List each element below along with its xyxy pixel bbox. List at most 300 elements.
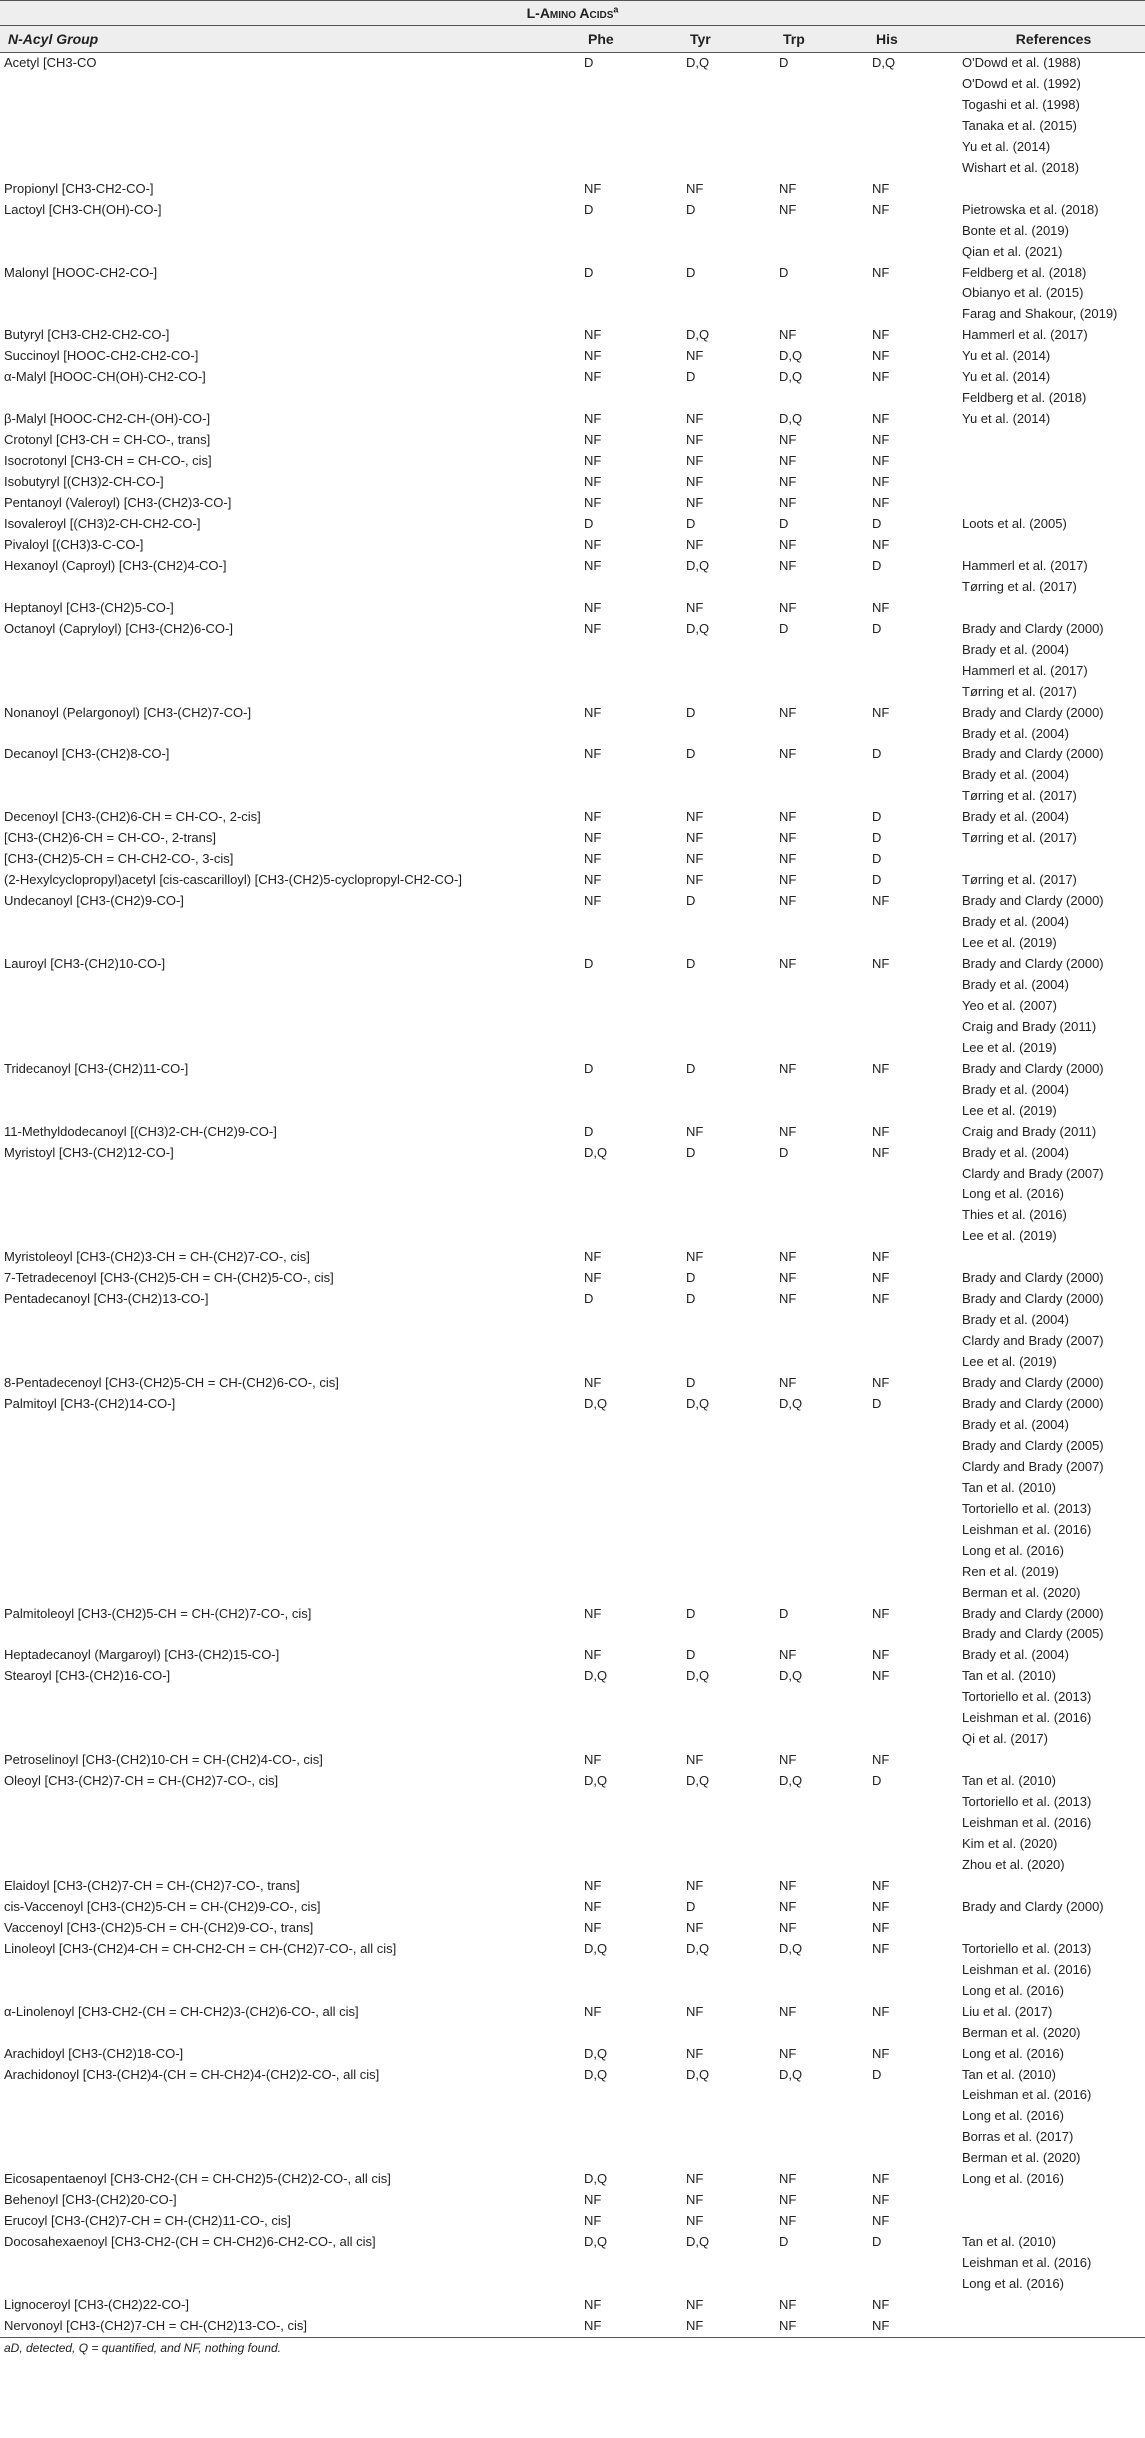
tyr-cell: NF xyxy=(686,872,704,888)
his-cell: NF xyxy=(872,2045,890,2061)
trp-cell: D,Q xyxy=(779,1396,803,1411)
reference-item: Brady et al. (2004) xyxy=(962,976,1069,992)
references-cell xyxy=(958,200,1145,263)
references-cell xyxy=(958,1373,1145,1394)
his-cell: NF xyxy=(872,536,890,552)
phe-cell: NF xyxy=(584,536,602,552)
trp-cell: NF xyxy=(779,851,797,867)
references-cell xyxy=(958,409,1145,430)
table-row xyxy=(0,1939,1145,2002)
his-cell: NF xyxy=(872,1919,890,1935)
references-cell xyxy=(958,954,1145,1059)
references-cell xyxy=(958,598,1145,619)
col-header-tyr: Tyr xyxy=(682,26,775,53)
his-cell: NF xyxy=(872,1060,890,1076)
tyr-cell: D xyxy=(686,264,696,280)
trp-cell: D,Q xyxy=(779,1773,803,1789)
his-cell: D xyxy=(872,830,882,846)
table-row xyxy=(0,1750,1145,1771)
references-cell xyxy=(958,2169,1145,2190)
references-cell xyxy=(958,472,1145,493)
his-cell: NF xyxy=(872,1940,890,1956)
reference-item: Brady et al. (2004) xyxy=(962,809,1069,825)
references-cell xyxy=(958,2211,1145,2232)
table-row xyxy=(0,1918,1145,1939)
tyr-cell: NF xyxy=(686,599,704,615)
table-row xyxy=(0,1268,1145,1289)
reference-item: Tortoriello et al. (2013) xyxy=(962,1940,1092,1956)
table-body xyxy=(0,53,1145,2338)
his-cell: NF xyxy=(872,180,890,196)
col-header-phe: Phe xyxy=(580,26,682,53)
reference-item: Leishman et al. (2016) xyxy=(962,1961,1092,1977)
reference-item: O'Dowd et al. (1992) xyxy=(962,75,1081,91)
trp-cell: NF xyxy=(779,474,797,490)
references-cell xyxy=(958,1939,1145,2002)
reference-item: Yu et al. (2014) xyxy=(962,348,1051,364)
col-header-acyl: N-Acyl Group xyxy=(0,26,580,53)
references-cell xyxy=(958,1645,1145,1666)
his-cell: NF xyxy=(872,2213,890,2229)
phe-cell: NF xyxy=(584,348,602,364)
trp-cell: NF xyxy=(779,327,797,343)
table-row xyxy=(0,891,1145,954)
trp-cell: NF xyxy=(779,1752,797,1768)
tyr-cell: NF xyxy=(686,2171,704,2187)
references-cell xyxy=(958,1143,1145,1248)
phe-cell: D xyxy=(584,201,594,217)
reference-item: Lee et al. (2019) xyxy=(962,935,1057,951)
tyr-cell: D xyxy=(686,893,696,909)
his-cell: NF xyxy=(872,453,890,469)
reference-item: Thies et al. (2016) xyxy=(962,1207,1067,1223)
acyl-group-cell: Stearoyl [CH3-(CH2)16-CO-] xyxy=(4,1668,171,1684)
phe-cell: NF xyxy=(584,327,602,343)
his-cell: D xyxy=(872,2066,882,2082)
tyr-cell: D xyxy=(686,515,696,531)
table-row xyxy=(0,179,1145,200)
table-row xyxy=(0,2065,1145,2170)
table-row xyxy=(0,2211,1145,2232)
acyl-group-cell: Petroselinoyl [CH3-(CH2)10-CH = CH-(CH2)4-CO-, cis] xyxy=(4,1752,323,1768)
trp-cell: NF xyxy=(779,872,797,888)
trp-cell: NF xyxy=(779,495,797,511)
trp-cell: NF xyxy=(779,2003,797,2019)
reference-item: Lee et al. (2019) xyxy=(962,1039,1057,1055)
reference-item: Loots et al. (2005) xyxy=(962,515,1067,531)
tyr-cell: D,Q xyxy=(686,327,710,343)
reference-item: Qi et al. (2017) xyxy=(962,1731,1048,1747)
his-cell: D xyxy=(872,557,882,573)
his-cell: NF xyxy=(872,1752,890,1768)
acyl-group-cell: β-Malyl [HOOC-CH2-CH-(OH)-CO-] xyxy=(4,411,211,427)
acyl-group-cell: Isovaleroyl [(CH3)2-CH-CH2-CO-] xyxy=(4,515,201,531)
phe-cell: NF xyxy=(584,1877,602,1893)
tyr-cell: NF xyxy=(686,348,704,364)
acyl-group-cell: α-Malyl [HOOC-CH(OH)-CH2-CO-] xyxy=(4,369,206,385)
tyr-cell: NF xyxy=(686,1877,704,1893)
phe-cell: D xyxy=(584,1060,594,1076)
reference-item: Tortoriello et al. (2013) xyxy=(962,1689,1092,1705)
trp-cell: NF xyxy=(779,704,797,720)
his-cell: D xyxy=(872,1773,882,1789)
references-cell xyxy=(958,53,1145,179)
reference-item: Yu et al. (2014) xyxy=(962,138,1051,154)
acyl-group-cell: Heptadecanoyl (Margaroyl) [CH3-(CH2)15-CO-] xyxy=(4,1647,280,1663)
table-row xyxy=(0,493,1145,514)
references-cell xyxy=(958,1604,1145,1646)
reference-item: Brady and Clardy (2000) xyxy=(962,620,1104,636)
phe-cell: NF xyxy=(584,432,602,448)
table-row xyxy=(0,367,1145,409)
phe-cell: D xyxy=(584,1291,594,1307)
reference-item: Tortoriello et al. (2013) xyxy=(962,1794,1092,1810)
reference-item: Tørring et al. (2017) xyxy=(962,788,1077,804)
reference-item: Tanaka et al. (2015) xyxy=(962,117,1077,133)
tyr-cell: NF xyxy=(686,1919,704,1935)
his-cell: NF xyxy=(872,955,890,971)
phe-cell: NF xyxy=(584,180,602,196)
trp-cell: D,Q xyxy=(779,411,803,427)
tyr-cell: D xyxy=(686,1375,696,1391)
reference-item: Brady et al. (2004) xyxy=(962,1144,1069,1160)
his-cell: D xyxy=(872,1396,882,1411)
references-cell xyxy=(958,451,1145,472)
tyr-cell: NF xyxy=(682,2316,775,2337)
acyl-group-cell: Decanoyl [CH3-(CH2)8-CO-] xyxy=(4,746,170,762)
reference-item: Liu et al. (2017) xyxy=(962,2003,1053,2019)
reference-item: Yu et al. (2014) xyxy=(962,411,1051,427)
reference-item: Berman et al. (2020) xyxy=(962,2024,1081,2040)
acyl-group-cell: Erucoyl [CH3-(CH2)7-CH = CH-(CH2)11-CO-, cis] xyxy=(4,2213,291,2229)
super-header-note: a xyxy=(613,4,619,15)
reference-item: Feldberg et al. (2018) xyxy=(962,264,1087,280)
references-cell xyxy=(958,430,1145,451)
reference-item: Qian et al. (2021) xyxy=(962,243,1063,259)
table-row xyxy=(0,828,1145,849)
reference-item: Tan et al. (2010) xyxy=(962,2234,1056,2250)
references-cell xyxy=(958,1897,1145,1918)
tyr-cell: D xyxy=(686,1060,696,1076)
references-cell xyxy=(958,619,1145,703)
references-cell xyxy=(958,1268,1145,1289)
acyl-group-cell: Lignoceroyl [CH3-(CH2)22-CO-] xyxy=(4,2296,189,2312)
his-cell: NF xyxy=(872,327,890,343)
trp-cell: NF xyxy=(779,2045,797,2061)
reference-item: Brady and Clardy (2000) xyxy=(962,1291,1104,1307)
acyl-group-cell: Lactoyl [CH3-CH(OH)-CO-] xyxy=(4,201,162,217)
references-cell xyxy=(958,703,1145,745)
table-row xyxy=(0,1394,1145,1604)
tyr-cell: D,Q xyxy=(686,2234,710,2250)
tyr-cell: D xyxy=(686,955,696,971)
references-cell xyxy=(958,1059,1145,1122)
his-cell: D xyxy=(872,2234,882,2250)
references-cell xyxy=(958,179,1145,200)
references-cell xyxy=(958,870,1145,891)
reference-item: Borras et al. (2017) xyxy=(962,2129,1074,2145)
reference-item: Leishman et al. (2016) xyxy=(962,1815,1092,1831)
phe-cell: NF xyxy=(584,872,602,888)
tyr-cell: NF xyxy=(686,180,704,196)
phe-cell: D xyxy=(584,515,594,531)
references-cell xyxy=(958,1247,1145,1268)
table-row xyxy=(0,1373,1145,1394)
trp-cell: D xyxy=(779,2234,789,2250)
reference-item: Hammerl et al. (2017) xyxy=(962,662,1088,678)
tyr-cell: NF xyxy=(686,809,704,825)
tyr-cell: NF xyxy=(686,1752,704,1768)
reference-item: Leishman et al. (2016) xyxy=(962,1521,1092,1537)
tyr-cell: NF xyxy=(686,2003,704,2019)
his-cell: NF xyxy=(872,1249,890,1265)
phe-cell: NF xyxy=(584,851,602,867)
acyl-group-cell: Butyryl [CH3-CH2-CH2-CO-] xyxy=(4,327,170,343)
table-row xyxy=(0,703,1145,745)
trp-cell: NF xyxy=(779,599,797,615)
phe-cell: NF xyxy=(584,453,602,469)
trp-cell: D xyxy=(779,1144,789,1160)
reference-item: Tan et al. (2010) xyxy=(962,1668,1056,1684)
reference-item: Brady et al. (2004) xyxy=(962,1312,1069,1328)
phe-cell: NF xyxy=(584,1249,602,1265)
phe-cell: NF xyxy=(580,2316,682,2337)
his-cell: NF xyxy=(872,495,890,511)
his-cell: NF xyxy=(872,348,890,364)
phe-cell: D xyxy=(584,1123,594,1139)
phe-cell: NF xyxy=(584,369,602,385)
his-cell: NF xyxy=(872,2296,890,2312)
acyl-group-cell: Pentadecanoyl [CH3-(CH2)13-CO-] xyxy=(4,1291,209,1307)
acyl-group-cell: 7-Tetradecenoyl [CH3-(CH2)5-CH = CH-(CH2)5-CO-, cis] xyxy=(4,1270,334,1286)
tyr-cell: D xyxy=(686,746,696,762)
his-cell: NF xyxy=(872,1123,890,1139)
trp-cell: NF xyxy=(779,809,797,825)
acyl-group-cell: Acetyl [CH3-CO xyxy=(4,55,97,70)
phe-cell: NF xyxy=(584,2213,602,2229)
his-cell: NF xyxy=(872,264,890,280)
his-cell: D xyxy=(872,746,882,762)
trp-cell: NF xyxy=(779,1647,797,1663)
acyl-group-cell: Arachidoyl [CH3-(CH2)18-CO-] xyxy=(4,2045,184,2061)
trp-cell: D,Q xyxy=(779,2066,803,2082)
references-cell xyxy=(958,1750,1145,1771)
tyr-cell: NF xyxy=(686,830,704,846)
trp-cell: NF xyxy=(779,536,797,552)
tyr-cell: D,Q xyxy=(686,1396,710,1411)
his-cell: NF xyxy=(872,1144,890,1160)
trp-cell: NF xyxy=(779,2213,797,2229)
phe-cell: D,Q xyxy=(584,1396,608,1411)
reference-item: Brady and Clardy (2000) xyxy=(962,893,1104,909)
trp-cell: NF xyxy=(779,1249,797,1265)
phe-cell: NF xyxy=(584,1375,602,1391)
reference-item: Togashi et al. (1998) xyxy=(962,96,1080,112)
trp-cell: NF xyxy=(779,453,797,469)
tyr-cell: D xyxy=(686,1270,696,1286)
references-cell xyxy=(958,367,1145,409)
acyl-group-cell: Crotonyl [CH3-CH = CH-CO-, trans] xyxy=(4,432,211,448)
references-cell xyxy=(958,2295,1145,2316)
references-cell xyxy=(958,2065,1145,2170)
reference-item: Ren et al. (2019) xyxy=(962,1563,1059,1579)
acyl-group-cell: Lauroyl [CH3-(CH2)10-CO-] xyxy=(4,955,166,971)
his-cell: NF xyxy=(872,432,890,448)
tyr-cell: NF xyxy=(686,536,704,552)
reference-item: Zhou et al. (2020) xyxy=(962,1856,1065,1872)
table-row xyxy=(0,472,1145,493)
his-cell: NF xyxy=(872,1270,890,1286)
reference-item: Brady and Clardy (2000) xyxy=(962,955,1104,971)
table-row xyxy=(0,1897,1145,1918)
reference-item: Hammerl et al. (2017) xyxy=(962,557,1088,573)
reference-item: Brady and Clardy (2000) xyxy=(962,1396,1104,1411)
trp-cell: D xyxy=(779,264,789,280)
acyl-group-cell: Oleoyl [CH3-(CH2)7-CH = CH-(CH2)7-CO-, cis] xyxy=(4,1773,279,1789)
acyl-group-cell: Palmitoleoyl [CH3-(CH2)5-CH = CH-(CH2)7-CO-, cis] xyxy=(4,1605,312,1621)
references-cell xyxy=(958,1122,1145,1143)
his-cell: NF xyxy=(872,1668,890,1684)
reference-item: Tan et al. (2010) xyxy=(962,1773,1056,1789)
tyr-cell: NF xyxy=(686,432,704,448)
references-cell xyxy=(958,891,1145,954)
references-cell xyxy=(958,744,1145,807)
phe-cell: NF xyxy=(584,2192,602,2208)
his-cell: NF xyxy=(872,201,890,217)
table-row xyxy=(0,200,1145,263)
reference-item: Craig and Brady (2011) xyxy=(962,1018,1097,1034)
trp-cell: NF xyxy=(779,2296,797,2312)
reference-item: Wishart et al. (2018) xyxy=(962,159,1080,175)
reference-item: Brady et al. (2004) xyxy=(962,767,1069,783)
column-header-row xyxy=(0,26,1145,53)
his-cell: NF xyxy=(872,2192,890,2208)
phe-cell: NF xyxy=(584,1270,602,1286)
trp-cell: D,Q xyxy=(779,1940,803,1956)
trp-cell: D,Q xyxy=(779,369,803,385)
reference-item: Clardy and Brady (2007) xyxy=(962,1333,1104,1349)
table-row xyxy=(0,2002,1145,2044)
reference-item: Lee et al. (2019) xyxy=(962,1102,1057,1118)
trp-cell: NF xyxy=(775,2316,868,2337)
table-row xyxy=(0,807,1145,828)
his-cell: NF xyxy=(872,599,890,615)
reference-item: Tan et al. (2010) xyxy=(962,2066,1056,2082)
his-cell: NF xyxy=(872,1291,890,1307)
references-cell xyxy=(958,1876,1145,1897)
trp-cell: NF xyxy=(779,1291,797,1307)
reference-item: Brady and Clardy (2005) xyxy=(962,1626,1104,1642)
table-row xyxy=(0,514,1145,535)
acyl-group-cell: Octanoyl (Capryloyl) [CH3-(CH2)6-CO-] xyxy=(4,620,233,636)
trp-cell: NF xyxy=(779,2171,797,2187)
super-header-label: L-Amino Acids xyxy=(526,5,614,21)
acyl-group-cell: Tridecanoyl [CH3-(CH2)11-CO-] xyxy=(4,1060,189,1076)
table-row xyxy=(0,1289,1145,1373)
his-cell: NF xyxy=(872,369,890,385)
his-cell: NF xyxy=(868,2316,958,2337)
phe-cell: NF xyxy=(584,557,602,573)
table-row xyxy=(0,53,1145,179)
reference-item: Farag and Shakour, (2019) xyxy=(962,306,1118,322)
trp-cell: NF xyxy=(779,432,797,448)
reference-item: Tan et al. (2010) xyxy=(962,1479,1056,1495)
acyl-group-cell: Pivaloyl [(CH3)3-C-CO-] xyxy=(4,536,144,552)
acyl-group-cell: Propionyl [CH3-CH2-CO-] xyxy=(4,180,154,196)
acyl-group-cell: Nonanoyl (Pelargonoyl) [CH3-(CH2)7-CO-] xyxy=(4,704,252,720)
acyl-group-cell: Elaidoyl [CH3-(CH2)7-CH = CH-(CH2)7-CO-, trans] xyxy=(4,1877,300,1893)
acyl-group-cell: Arachidonoyl [CH3-(CH2)4-(CH = CH-CH2)4-(CH2)2-CO-, all cis] xyxy=(4,2066,380,2082)
tyr-cell: NF xyxy=(686,851,704,867)
phe-cell: NF xyxy=(584,411,602,427)
reference-item: Obianyo et al. (2015) xyxy=(962,285,1084,301)
phe-cell: NF xyxy=(584,893,602,909)
table-row xyxy=(0,263,1145,326)
trp-cell: D,Q xyxy=(779,348,803,364)
acyl-group-cell: Myristoyl [CH3-(CH2)12-CO-] xyxy=(4,1144,174,1160)
table-row xyxy=(0,2190,1145,2211)
tyr-cell: D xyxy=(686,704,696,720)
phe-cell: NF xyxy=(584,809,602,825)
acyl-group-cell: Vaccenoyl [CH3-(CH2)5-CH = CH-(CH2)9-CO-, trans] xyxy=(4,1919,314,1935)
table-row xyxy=(0,2232,1145,2295)
phe-cell: NF xyxy=(584,830,602,846)
trp-cell: NF xyxy=(779,893,797,909)
references-cell xyxy=(958,556,1145,598)
table-row xyxy=(0,430,1145,451)
references-cell xyxy=(958,1666,1145,1750)
phe-cell: D xyxy=(584,55,594,70)
trp-cell: NF xyxy=(779,2192,797,2208)
references-cell xyxy=(958,807,1145,828)
trp-cell: D xyxy=(779,620,789,636)
trp-cell: D xyxy=(779,1605,789,1621)
reference-item: Craig and Brady (2011) xyxy=(962,1123,1097,1139)
phe-cell: NF xyxy=(584,1919,602,1935)
trp-cell: NF xyxy=(779,1919,797,1935)
reference-item: Brady et al. (2004) xyxy=(962,641,1069,657)
trp-cell: NF xyxy=(779,180,797,196)
trp-cell: D,Q xyxy=(779,1668,803,1684)
trp-cell: NF xyxy=(779,557,797,573)
phe-cell: D,Q xyxy=(584,1940,608,1956)
reference-item: Yu et al. (2014) xyxy=(962,369,1051,385)
reference-item: Tørring et al. (2017) xyxy=(962,578,1077,594)
his-cell: NF xyxy=(872,2003,890,2019)
acyl-group-cell: Heptanoyl [CH3-(CH2)5-CO-] xyxy=(4,599,174,615)
references-cell xyxy=(958,1771,1145,1876)
tyr-cell: NF xyxy=(686,1249,704,1265)
table-row xyxy=(0,2169,1145,2190)
table-row xyxy=(0,1604,1145,1646)
phe-cell: D xyxy=(584,264,594,280)
phe-cell: NF xyxy=(584,1605,602,1621)
references-cell xyxy=(958,514,1145,535)
table-row xyxy=(0,744,1145,807)
reference-item: Brady et al. (2004) xyxy=(962,914,1069,930)
phe-cell: NF xyxy=(584,474,602,490)
tyr-cell: D,Q xyxy=(686,2066,710,2082)
reference-item: Lee et al. (2019) xyxy=(962,1228,1057,1244)
trp-cell: NF xyxy=(779,201,797,217)
trp-cell: NF xyxy=(779,746,797,762)
table-row xyxy=(0,1059,1145,1122)
tyr-cell: D,Q xyxy=(686,620,710,636)
references-cell xyxy=(958,2316,1145,2337)
reference-item: Berman et al. (2020) xyxy=(962,2150,1081,2166)
tyr-cell: D xyxy=(686,1605,696,1621)
references-cell xyxy=(958,1394,1145,1604)
